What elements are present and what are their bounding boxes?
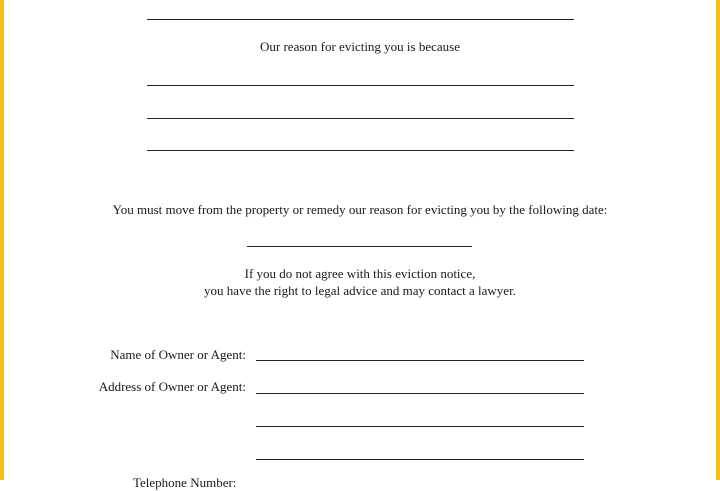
page-border-left [0,0,4,480]
page-border-right [716,0,720,480]
owner-address-line-3[interactable] [256,459,584,460]
reason-line-3[interactable] [147,150,574,151]
reason-line-1[interactable] [147,85,574,86]
reason-line-2[interactable] [147,118,574,119]
owner-name-label: Name of Owner or Agent: [110,347,246,362]
owner-address-line-1[interactable] [256,393,584,394]
owner-name-line[interactable] [256,360,584,361]
blank-line-top[interactable] [147,19,574,20]
move-out-label: You must move from the property or remedy our reason for evicting you by the following date: [112,202,608,217]
disagree-line-1: If you do not agree with this eviction notice, [244,266,476,281]
owner-address-line-2[interactable] [256,426,584,427]
disagree-line-2: you have the right to legal advice and may contact a lawyer. [204,283,516,298]
owner-address-label: Address of Owner or Agent: [98,379,246,394]
move-out-date-line[interactable] [247,246,472,247]
owner-telephone-label: Telephone Number: [133,475,237,490]
reason-label: Our reason for evicting you is because [260,39,460,54]
